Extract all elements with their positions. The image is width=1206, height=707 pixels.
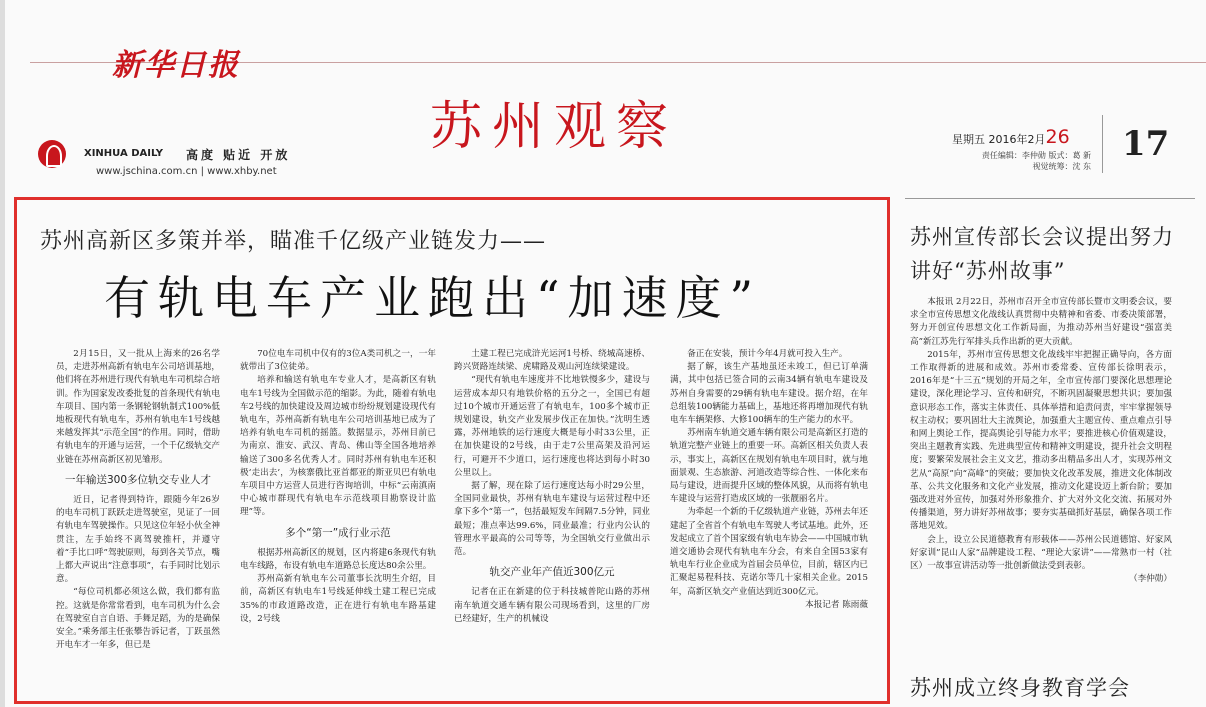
paragraph: 苏州南车轨道交通车辆有限公司是高新区打造的轨道完整产业链上的重要一环。高新区相关负责人表示，事实上，高新区在规划有轨电车项目时，就与地面景观、生态旅游、河道改造等综合性、一体化来布局与建设，进而提升区域的整体风貌，从而将有轨电车建设与运营打造成区域的一张靓丽名片。: [670, 428, 868, 505]
paragraph: 70位电车司机中仅有的3位A类司机之一，一年就带出了3位徒弟。: [240, 349, 436, 373]
page-edge: [0, 0, 5, 707]
editor-credits: [956, 150, 1091, 172]
paragraph: 据了解，该生产基地虽还未竣工，但已订单满满，其中包括已签合同的云南34辆有轨电车建设及苏州自身需要的29辆有轨电车建设。据介绍，在年总组装100辆能力基础上，基地还将再增加现代有轨电车车辆架修、大修100辆车的生产能力的水平。: [670, 362, 868, 426]
page-number-divider: [1102, 115, 1103, 173]
side-article-body: [910, 296, 1172, 666]
byline: 本报记者 陈雨薇: [805, 599, 868, 610]
article-column-1: [56, 348, 220, 700]
section-title: 苏州观察: [430, 97, 679, 157]
side-rule: [905, 198, 1195, 199]
paragraph: 近日，记者得到特许，跟随今年26岁的电车司机丁跃跃走进驾驶室，见证了一回有轨电车驾驶操作。只见这位年轻小伙全神贯注，左手始终不离驾驶推杆，并遵守着“手比口呼”驾驶原则，每到各关节点，嘴上都大声说出“注意事项”，右手同时比划示意。: [56, 495, 220, 585]
paragraph: 备正在安装，预计今年4月就可投入生产。: [687, 349, 848, 359]
english-name: XINHUA DAILY: [84, 148, 164, 159]
paragraph: 土建工程已完成浒光运河1号桥、绕城高速桥、跨兴贤路连续梁、虎啸路及观山河连续梁建设。: [454, 349, 650, 373]
website-urls: www.jschina.com.cn | www.xhby.net: [96, 166, 277, 177]
date-prefix: 2016年2月: [988, 133, 1046, 146]
date-day: 26: [1045, 126, 1070, 148]
paragraph: 记者在正在新建的位于科技城普陀山路的苏州南车轨道交通车辆有限公司现场看到，这里的厂房已经建好，生产的机械设: [454, 587, 650, 624]
issue-date: [952, 126, 1070, 148]
paragraph: 根据苏州高新区的规划，区内将建6条现代有轨电车线路，布设有轨电车道路总长度达80余公里。: [240, 547, 436, 572]
side-article-title: 苏州宣传部长会议提出努力讲好“苏州故事”: [910, 225, 1174, 283]
section-heading: 轨交产业年产值近300亿元: [489, 566, 615, 579]
paragraph: 本报讯 2月22日，苏州市召开全市宣传部长暨市文明委会议，要求全市宣传思想文化战线认真贯彻中央精神和省委、市委决策部署，努力开创宣传思想文化工作新局面，为推动苏州当好建设“强富美高”新江苏先行军排头兵作出新的更大贡献。: [910, 297, 1172, 347]
article-column-3: [454, 348, 650, 700]
weekday: 星期五: [952, 133, 985, 146]
paragraph: 会上，设立公民道德教育有形载体——苏州公民道德馆、好家风好家训”昆山人家“品牌建设工程、“理论大家讲”——常熟市一村（社区）一故事宣讲活动等一批创新做法受到表彰。: [910, 534, 1172, 572]
editor-line: 责任编辑：李仲勋 版式：葛 新: [981, 151, 1091, 160]
paragraph: 培养和输送有轨电车专业人才，是高新区有轨电车1号线为全国做示范的缩影。为此，随着有轨电车2号线的加快建设及周边城市纷纷规划建设现代有轨电车，苏州高新有轨电车公司培训基地已成为了培养有轨电车司机的摇篮。数据显示，苏州目前已为南京、淮安、武汉、青岛、佛山等全国各地培养输送了300多名优秀人才。同时苏州有轨电车还积极‘走出去’，为核寨俄比亚首都亚的斯亚贝巴有轨电车项目中方运营人员进行咨询培训，中标“云南滇南中心城市群现代有轨电车示范线项目勘察设计监理”等。: [240, 375, 436, 518]
xinhua-emblem-icon: [38, 140, 66, 168]
paragraph: 2015年，苏州市宣传思想文化战线牢牢把握正确导向，各方面工作取得新的进展和成效。苏州市委常委、宣传部长徐明表示，2016年是“十三五”规划的开局之年，全市宣传部门要深化思想理论建设，深化理论学习、宣传和研究，不断巩固凝聚思想共识；要加强意识形态工作，落实主体责任、具体举措和追责问责，牢牢掌握领导权主动权；要巩固壮大主流舆论，加强重大主题宣传、重点难点引导和网上舆论工作，提高舆论引导能力水平；要推进核心价值观建设，突出主题教育实践、先进典型宣传和精神文明建设，提升社会文明程度；要繁荣发展社会主义文艺，推动多出精品多出人才，实现苏州文艺从“高原”向“高峰”的突破；要加快文化改革发展，推进文化体制改革、公共文化服务和文化产业发展，推动文化建设迈上新台阶；要加强改进对外宣传，加强对外形象推介、扩大对外文化交流、拓展对外传播渠道，努力讲好苏州故事；要夯实基础抓好基层，确保各项工作落地见效。: [910, 349, 1172, 532]
paragraph: 2月15日，又一批从上海来的26名学员，走进苏州高新有轨电车公司培训基地，他们将在苏州进行现代有轨电车司机综合培训。作为国家发改委批复的首条现代有轨电车项目、国内第一条钢轮钢轨制式100%低地板现代有轨电车，苏州有轨电车1号线越来越发挥其“示范全国”的作用。同时，借助有轨电车的开通与运营，一个千亿级轨交产业链在苏州高新区初见雏形。: [56, 349, 220, 465]
paragraph: 据了解，现在除了运行速度达每小时29公里，全国同业最快，苏州有轨电车建设与运营过程中还拿下多个“第一”，包括最短发车间隔7.5分钟，同业最短；准点率达99.6%，同业最准；行业内公认的管理水平最高的公司等等，为全国轨交行业做出示范。: [454, 481, 650, 558]
article-headline: 有轨电车产业跑出“加速度”: [104, 271, 762, 325]
page-number: 17: [1122, 124, 1170, 164]
newspaper-logo: 新华日报: [112, 48, 240, 83]
side-article-2-title: 苏州成立终身教育学会: [910, 676, 1130, 700]
section-heading: 一年输送300多位轨交专业人才: [64, 473, 212, 486]
article-column-2: [240, 348, 436, 700]
paragraph: 苏州高新有轨电车公司董事长沈明生介绍，目前，高新区有轨电车1号线延伸线土建工程已完成35%的市政道路改造，正在进行有轨电车路基建设，2号线: [240, 574, 436, 624]
visual-line: 视觉统筹：沈 东: [1032, 162, 1091, 171]
side-article-signature: （李仲勋）: [1129, 574, 1172, 585]
article-subhead: 苏州高新区多策并举，瞄准千亿级产业链发力——: [40, 229, 547, 254]
article-column-4: [670, 348, 868, 700]
paragraph: “现代有轨电车速度并不比地铁慢多少，建设与运营成本却只有地铁价格的五分之一，全国已有超过10个城市开通运营了有轨电车，100多个城市正规划建设，轨交产业发展步伐正在加快。”沈明生透露，苏州地铁的运行速度大概是每小时33公里，正在加快建设的2号线，由于走7公里高架及沿河运行，可避开不少道口，运行速度也将达到每小时30公里以上。: [454, 375, 650, 478]
section-heading: 多个“第一”成行业示范: [285, 526, 391, 539]
paragraph: “每位司机都必须这么做，我们都有监控。这就是你常常看到，电车司机为什么会在驾驶室自言自语、手舞足蹈，为的是确保安全。”乘务部主任张攀告诉记者，丁跃虽然开电车才一年多，但已是: [56, 587, 220, 651]
paragraph: 为牵起一个新的千亿级轨道产业链，苏州去年还建起了全省首个有轨电车驾驶人考试基地。此外，还发起成立了首个国家级有轨电车协会——中国城市轨道交通协会现代有轨电车分会，有来自全国53家有轨电车行业企业成为首届会员单位，目前，辖区内已汇聚起易程科技、克诺尔等几十家相关企业。2015年，高新区轨交产业值达到近300亿元。: [670, 507, 868, 597]
slogan: 高度 贴近 开放: [186, 148, 291, 162]
